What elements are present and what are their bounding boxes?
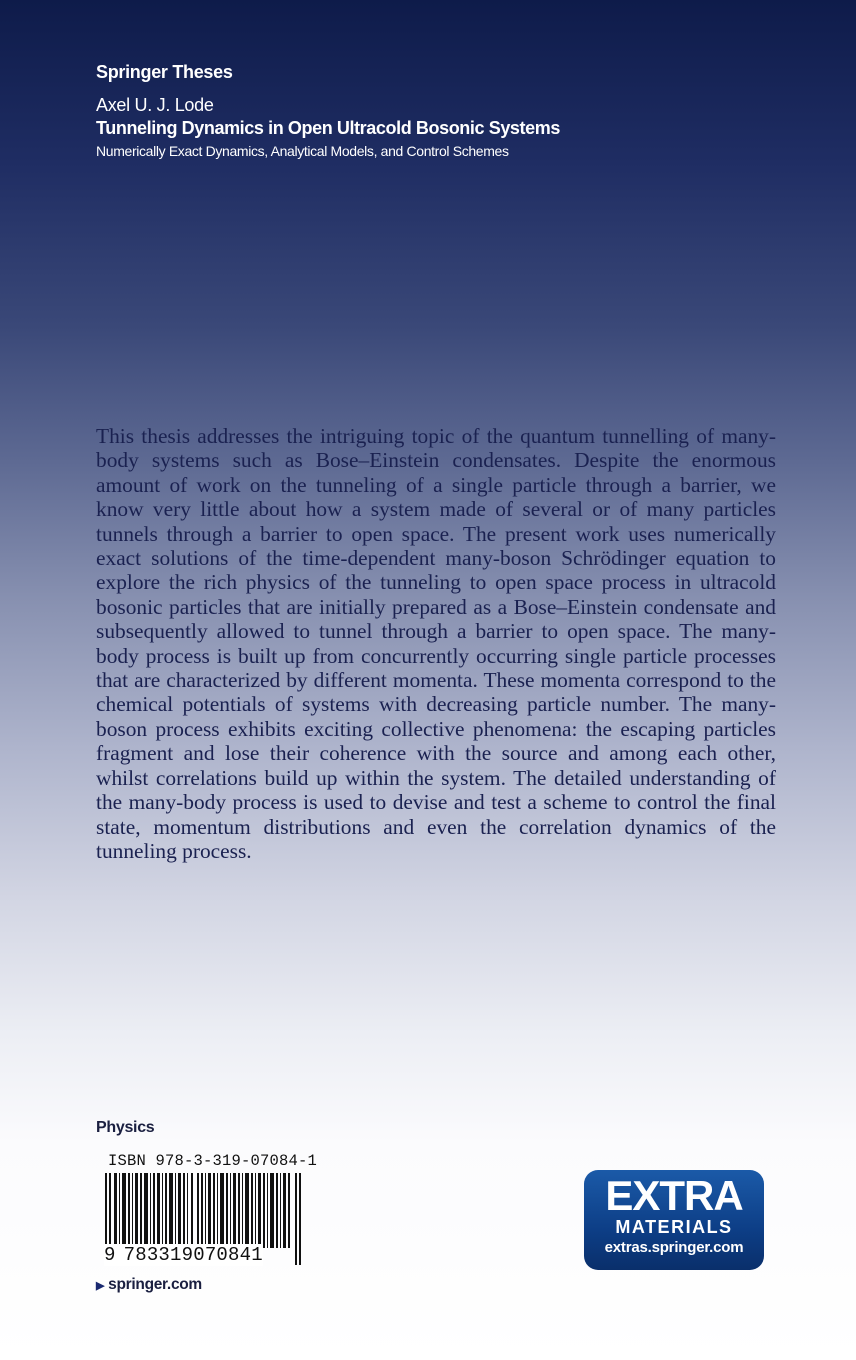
arrow-right-icon: ▶	[96, 1279, 105, 1292]
book-title: Tunneling Dynamics in Open Ultracold Bosonic Systems	[96, 118, 560, 138]
badge-extra-text: EXTRA	[605, 1172, 743, 1219]
subject-label: Physics	[96, 1119, 155, 1136]
series-name: Springer Theses	[96, 62, 233, 82]
badge-materials-text: MATERIALS	[615, 1217, 733, 1237]
badge-url-text: extras.springer.com	[604, 1239, 744, 1256]
extra-materials-badge[interactable]	[584, 1170, 764, 1270]
barcode-number: 783319070841	[123, 1244, 263, 1266]
book-subtitle: Numerically Exact Dynamics, Analytical Models, and Control Schemes	[96, 143, 509, 159]
barcode-first-digit: 9	[104, 1244, 116, 1266]
springer-website-text: springer.com	[108, 1276, 202, 1293]
springer-website-link[interactable]	[96, 1276, 202, 1294]
isbn-label: ISBN 978-3-319-07084-1	[108, 1152, 318, 1170]
book-blurb: This thesis addresses the intriguing topic of the quantum tunnelling of many-body systems such as Bose–Einstein condensates. Despite the enormous amount of work on the tunneling of a single particle through a barrier, we know very little about how a system made of several or of many particles tunnels through a barrier to open space. The present work uses numerically exact solutions of the time-dependent many-boson Schrödinger equation to explore the rich physics of the tunneling to open space process in ultracold bosonic particles that are initially prepared as a Bose–Einstein condensate and subsequently allowed to tunnel through a barrier to open space. The many-body process is built up from concurrently occurring single particle processes that are characterized by different momenta. These momenta correspond to the chemical potentials of systems with decreasing particle number. The many-boson process exhibits exciting collective phenomena: the escaping particles fragment and lose their coherence with the source and among each other, whilst correlations build up within the system. The detailed understanding of the many-body process is used to devise and test a scheme to control the final state, momentum distributions and even the correlation dynamics of the tunneling process.	[96, 424, 776, 863]
cover-header	[96, 62, 560, 159]
author-name: Axel U. J. Lode	[96, 95, 214, 115]
barcode-digits	[104, 1244, 263, 1266]
